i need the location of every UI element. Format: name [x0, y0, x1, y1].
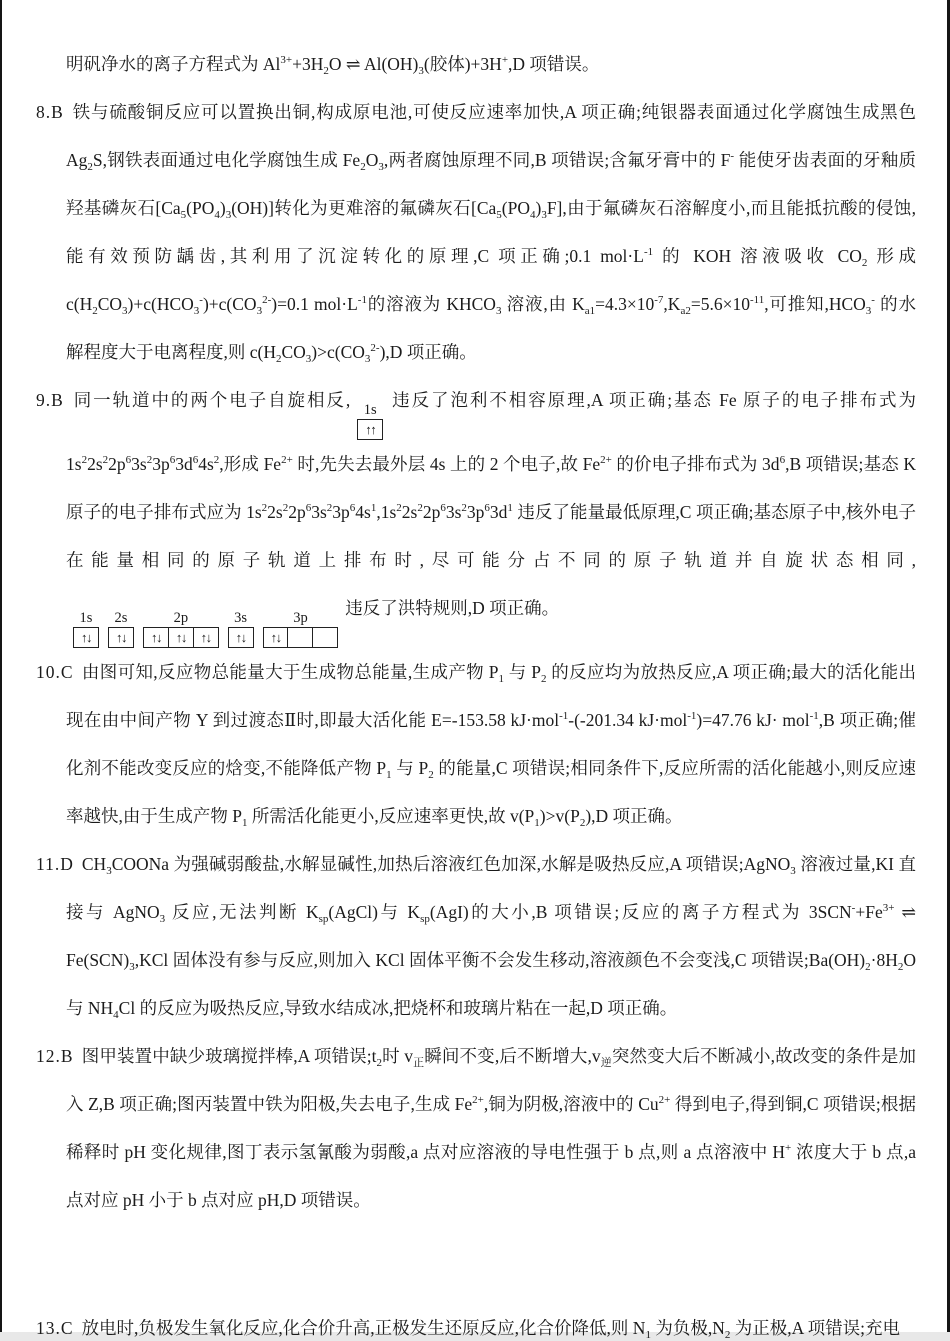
- text-run: 铁与硫酸铜反应可以置换出铜,构成原电池,可使反应速率加快,A 项正确;纯银器表面通过化学腐蚀生成黑色 $Ag_2S$,钢铁表面通过电化学腐蚀生成 $Fe_2O_3$,两者腐蚀原理不同,B 项错误;含氟牙膏中的 F- 能使牙齿表面的牙釉质羟基磷灰石$[Ca_5(PO_4)_3(OH)]$转化为更难溶的氟磷灰石$[Ca_5(PO_4)_3F]$,由于氟磷灰石溶解度小,而且能抵抗酸的侵蚀,能有效预防龋齿,其利用了沉淀转化的原理,C 项正确;0.1 $mol\cdot L^{-1}$ 的 KOH 溶液吸收 $CO_2$ 形成 $c(H_2CO_3)+c(HCO_3^-)+c(CO_3^{2-})=0.1$ $mol\cdot L^{-1}$的溶液为 $KHCO_3$ 溶液,由 $K_{a1}=4.3\times 10^{-7},K_{a2}=5.6\times 10^{-11}$,可推知$,HCO_3^-$ 的水解程度大于电离程度,则 $c(H_2CO_3)>c(CO_3^{2-}),D$ 项正确。: [66, 102, 917, 365]
- answer-explanations: [36, 40, 916, 1224]
- answer-10: [36, 648, 916, 840]
- orbital-sublevel-label: 1s: [79, 610, 93, 626]
- orbital-boxes: [143, 627, 219, 648]
- orbital-group: [108, 610, 134, 648]
- orbital-box: ↑↑: [357, 419, 383, 440]
- text-run: 明矾净水的离子方程式为 $Al^{3+}+3H_2O$ ⇌ $Al(OH)_3$(胶体)+3H+,D 项错误。: [66, 54, 600, 77]
- orbital-box-diagram: [73, 610, 338, 648]
- answer-number: 13.C: [36, 1318, 74, 1338]
- orbital-boxes: [263, 627, 339, 648]
- orbital-boxes: [108, 627, 134, 648]
- orbital-group: [228, 610, 254, 648]
- text-run: $CH_3COONa$ 为强碱弱酸盐,水解显碱性,加热后溶液红色加深,水解是吸热反应,A 项错误;AgNO$_3$ 溶液过量,KI 直接与 AgNO$_3$ 反应,无法判断 $K_{sp}(AgCl)$与 $K_{sp}(AgI)$的大小,B 项错误;反应的离子方程式为 $3SCN^-+Fe^{3+}$ ⇌ $Fe(SCN)_3,KCl$ 固体没有参与反应,则加入 KCl 固体平衡不会发生移动,溶液颜色不会变浅,C 项错误$;Ba(OH)_2\cdot 8H_2O$ 与 $NH_4Cl$ 的反应为吸热反应,导致水结成冰,把烧杯和玻璃片粘在一起,D 项正确。: [66, 854, 917, 1021]
- answer-number: 8.B: [36, 102, 64, 122]
- text-run: 放电时,负极发生氧化反应,化合价升高,正极发生还原反应,化合价降低,则 $N_1$ 为负极$,N_2$ 为正极,A 项错误;充电: [81, 1318, 901, 1341]
- orbital-boxes: [228, 627, 254, 648]
- text-run: 同一轨道中的两个电子自旋相反,: [71, 390, 351, 410]
- orbital-sublevel-label: 1s: [363, 402, 377, 418]
- orbital-sublevel-label: 2p: [173, 610, 189, 626]
- orbital-sublevel-label: 2s: [114, 610, 128, 626]
- answer-number: 11.D: [36, 854, 74, 874]
- answer-11: [36, 840, 916, 1032]
- orbital-box: ↑↓: [168, 627, 194, 648]
- orbital-boxes: [73, 627, 99, 648]
- orbital-box: ↑↓: [263, 627, 289, 648]
- answer-12: [36, 1032, 916, 1224]
- answer-9: [36, 376, 916, 648]
- orbital-box: [312, 627, 338, 648]
- orbital-group: [73, 610, 99, 648]
- text-run: 违反了洪特规则,D 项正确。: [345, 598, 560, 618]
- orbital-boxes: [357, 419, 383, 440]
- orbital-box: ↑↓: [108, 627, 134, 648]
- answer-8: [36, 88, 916, 376]
- orbital-box: [287, 627, 313, 648]
- orbital-group: [143, 610, 219, 648]
- answer-number: 9.B: [36, 390, 64, 410]
- text-run: 图甲装置中缺少玻璃搅拌棒,A 项错误$;t_2$时 $v_正$瞬间不变,后不断增大$,v_逆$突然变大后不断减小,故改变的条件是加入 Z,B 项正确;图丙装置中铁为阳极,失去电子,生成 $Fe^{2+}$,铜为阴极,溶液中的 $Cu^{2+}$ 得到电子,得到铜,C 项错误;根据稀释时 pH 变化规律,图丁表示氢氰酸为弱酸,a 点对应溶液的导电性强于 b 点,则 a 点溶液中 H+ 浓度大于 b 点,a 点对应 pH 小于 b 点对应 pH,D 项错误。: [66, 1046, 917, 1210]
- orbital-box-diagram: [357, 402, 383, 440]
- orbital-box: ↑↓: [73, 627, 99, 648]
- page-edge-left: [0, 0, 2, 1332]
- orbital-sublevel-label: 3s: [234, 610, 248, 626]
- orbital-group: [357, 402, 383, 440]
- orbital-box: ↑↓: [193, 627, 219, 648]
- text-run: 由图可知,反应物总能量大于生成物总能量,生成产物 $P_1$ 与 $P_2$ 的反应均为放热反应,A 项正确;最大的活化能出现在由中间产物 Y 到过渡态Ⅱ时,即最大活化能 E=-153.58 kJ·mol$^{-1}$-(-201.34 kJ·mol$^{-1}$)=47.76 kJ· mol$^{-1}$,B 项正确;催化剂不能改变反应的焓变,不能降低产物 $P_1$ 与 $P_2$ 的能量,C 项错误;相同条件下,反应所需的活化能越小,则反应速率越快,由于生成产物 $P_1$ 所需活化能更小,反应速率更快,故 $v(P_1)>v(P_2),D$ 项正确。: [66, 662, 916, 829]
- orbital-box: ↑↓: [143, 627, 169, 648]
- answer-number: 12.B: [36, 1046, 74, 1066]
- text-run: 违反了泡利不相容原理,A 项正确;基态 Fe 原子的电子排布式为 $1s^22s^22p^63s^23p^63d^64s^2$,形成 $Fe^{2+}$ 时,先失去最外层 4s 上的 2 个电子,故 $Fe^{2+}$ 的价电子排布式为 $3d^6,B$ 项错误;基态 K 原子的电子排布式应为 $1s^22s^22p^63s^23p^64s^1,1s^22s^22p^63s^23p^63d^1$ 违反了能量最低原理,C 项正确;基态原子中,核外电子在能量相同的原子轨道上排布时,尽可能分占不同的原子轨道并自旋状态相同,: [66, 390, 917, 570]
- answer-7-continuation: [36, 40, 916, 88]
- partial-bottom-line: [36, 1317, 916, 1339]
- orbital-sublevel-label: 3p: [293, 610, 308, 626]
- orbital-box: ↑↓: [228, 627, 254, 648]
- orbital-group: [263, 610, 339, 648]
- answer-number: 10.C: [36, 662, 74, 682]
